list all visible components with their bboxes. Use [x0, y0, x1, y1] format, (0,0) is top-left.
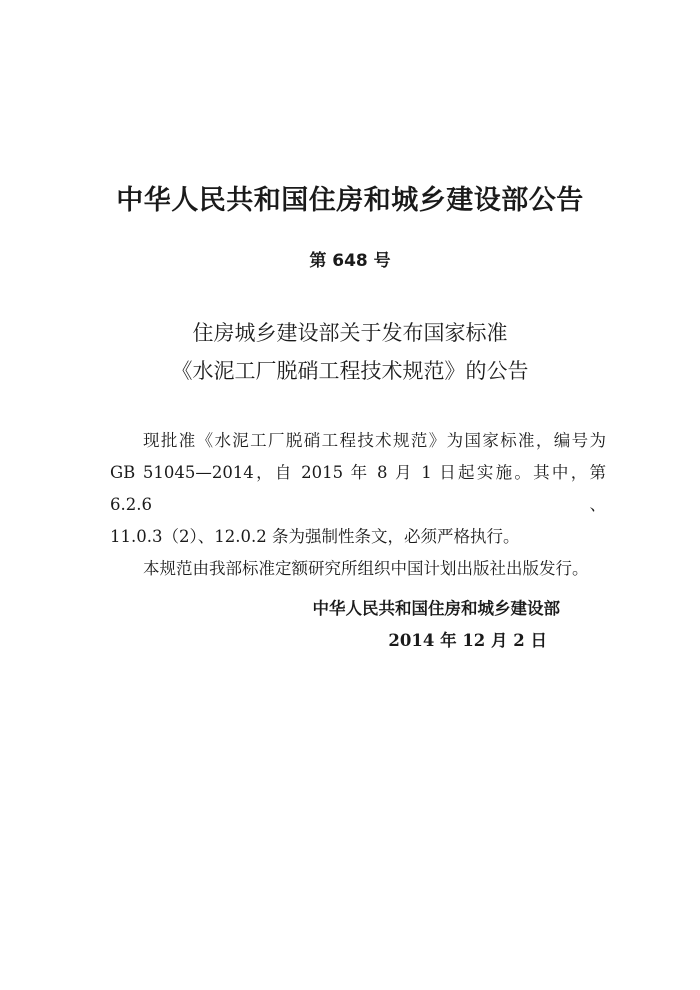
- paragraph-1-line-1: 现批准《水泥工厂脱硝工程技术规范》为国家标准，编号为: [143, 431, 606, 450]
- subtitle-line-1: 住房城乡建设部关于发布国家标准: [192, 321, 508, 345]
- notice-body: [110, 425, 606, 585]
- paragraph-1-line-3: 11.0.3（2）、12.0.2 条为强制性条文，必须严格执行。: [110, 527, 520, 546]
- paragraph-1-line-2: GB 51045—2014，自 2015 年 8 月 1 日起实施。其中，第 6.2.6、: [110, 463, 606, 514]
- notice-number: 第 648 号: [309, 251, 391, 271]
- subtitle-line-2: 《水泥工厂脱硝工程技术规范》的公告: [171, 359, 529, 383]
- paragraph-2: 本规范由我部标准定额研究所组织中国计划出版社出版发行。: [143, 559, 589, 578]
- notice-subtitle: [0, 314, 700, 390]
- signature-date: 2014 年 12 月 2 日: [388, 631, 547, 650]
- signature-organization: 中华人民共和国住房和城乡建设部: [312, 599, 560, 618]
- notice-title: 中华人民共和国住房和城乡建设部公告: [116, 185, 584, 216]
